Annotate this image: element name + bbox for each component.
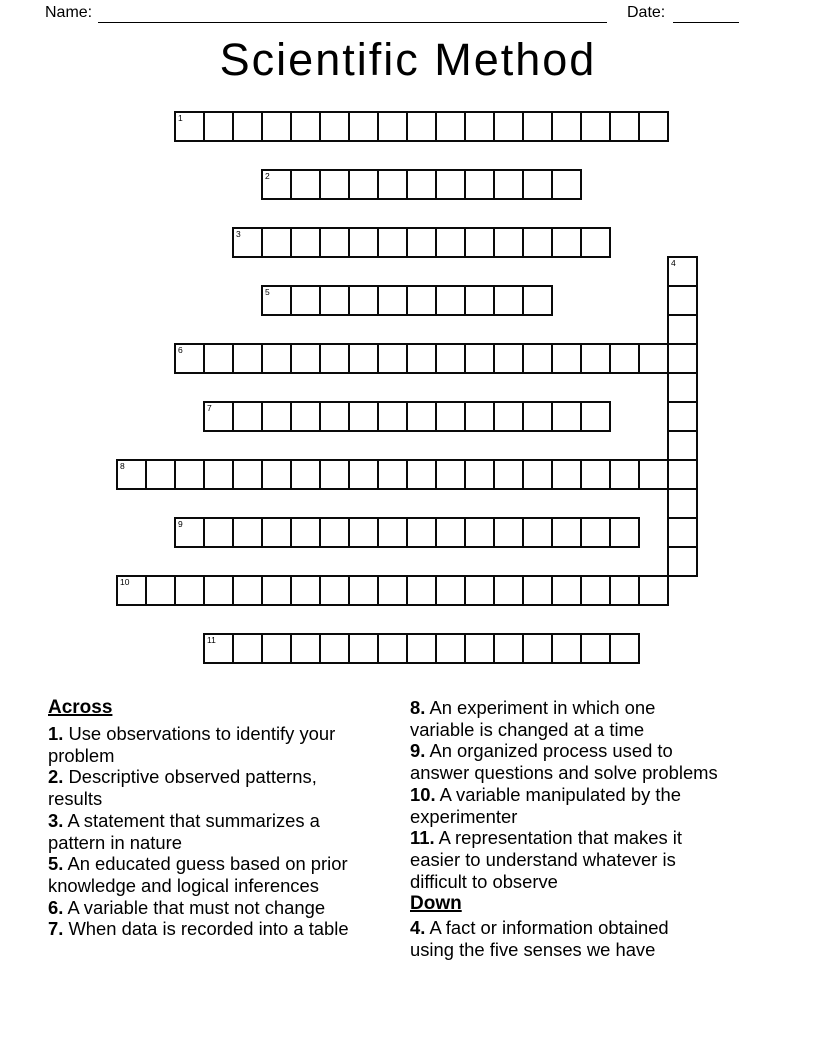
clue-6: 6. A variable that must not change bbox=[48, 896, 326, 918]
grid-cell[interactable] bbox=[435, 343, 466, 374]
grid-cell[interactable] bbox=[667, 430, 698, 461]
grid-cell[interactable] bbox=[261, 401, 292, 432]
grid-cell[interactable] bbox=[290, 633, 321, 664]
clue-number: 5. bbox=[48, 853, 64, 875]
grid-cell[interactable] bbox=[232, 111, 263, 142]
grid-cell[interactable] bbox=[609, 459, 640, 490]
grid-cell[interactable] bbox=[348, 575, 379, 606]
grid-cell[interactable] bbox=[290, 343, 321, 374]
grid-cell[interactable] bbox=[522, 459, 553, 490]
grid-cell[interactable] bbox=[406, 111, 437, 142]
grid-cell[interactable] bbox=[377, 459, 408, 490]
grid-cell[interactable] bbox=[290, 575, 321, 606]
grid-cell[interactable] bbox=[464, 401, 495, 432]
grid-cell[interactable] bbox=[406, 169, 437, 200]
grid-cell[interactable] bbox=[580, 227, 611, 258]
clue-number: 10. bbox=[410, 783, 436, 805]
down-heading: Down bbox=[410, 893, 462, 915]
grid-cell[interactable] bbox=[203, 459, 234, 490]
grid-cell[interactable] bbox=[580, 517, 611, 548]
grid-cell[interactable] bbox=[493, 285, 524, 316]
clue-number: 11. bbox=[410, 827, 435, 849]
clue-4: 4. A fact or information obtained using the five senses we have bbox=[410, 917, 669, 961]
clue-number: 6. bbox=[48, 896, 64, 918]
grid-cell[interactable] bbox=[319, 343, 350, 374]
cell-number: 11 bbox=[207, 635, 216, 645]
clue-number: 7. bbox=[48, 918, 64, 940]
grid-cell[interactable] bbox=[638, 111, 669, 142]
grid-cell[interactable] bbox=[406, 401, 437, 432]
grid-cell[interactable] bbox=[261, 111, 292, 142]
grid-cell[interactable] bbox=[348, 401, 379, 432]
grid-cell[interactable] bbox=[464, 575, 495, 606]
grid-cell[interactable] bbox=[551, 343, 582, 374]
grid-cell[interactable] bbox=[348, 459, 379, 490]
word-8-across bbox=[116, 459, 698, 490]
cell-number: 2 bbox=[265, 171, 270, 181]
name-label: Name: bbox=[45, 4, 93, 21]
clue-number: 3. bbox=[48, 809, 64, 831]
word-4-down bbox=[667, 256, 698, 577]
grid-cell[interactable] bbox=[203, 517, 234, 548]
grid-cell[interactable] bbox=[319, 169, 350, 200]
grid-cell[interactable] bbox=[609, 517, 640, 548]
grid-cell[interactable] bbox=[406, 575, 437, 606]
grid-cell[interactable] bbox=[232, 633, 263, 664]
grid-cell[interactable] bbox=[232, 401, 263, 432]
word-2-across bbox=[261, 169, 582, 200]
grid-cell[interactable] bbox=[319, 575, 350, 606]
grid-cell[interactable] bbox=[580, 401, 611, 432]
grid-cell[interactable] bbox=[261, 169, 292, 200]
grid-cell[interactable] bbox=[667, 314, 698, 345]
grid-cell[interactable] bbox=[551, 517, 582, 548]
grid-cell[interactable] bbox=[261, 517, 292, 548]
grid-cell[interactable] bbox=[667, 459, 698, 490]
grid-cell[interactable] bbox=[261, 459, 292, 490]
clue-9: 9. An organized process used to answer questions and solve problems bbox=[410, 740, 718, 784]
clue-column bbox=[410, 697, 774, 961]
grid-cell[interactable] bbox=[638, 575, 669, 606]
grid-cell[interactable] bbox=[406, 517, 437, 548]
grid-cell[interactable] bbox=[348, 633, 379, 664]
cell-number: 1 bbox=[178, 113, 183, 123]
grid-cell[interactable] bbox=[464, 459, 495, 490]
cell-number: 5 bbox=[265, 287, 270, 297]
grid-cell[interactable] bbox=[580, 575, 611, 606]
clue-10: 10. A variable manipulated by the experimenter bbox=[410, 783, 681, 827]
across-heading: Across bbox=[48, 697, 113, 718]
cell-number: 10 bbox=[120, 577, 130, 587]
grid-cell[interactable] bbox=[522, 633, 553, 664]
grid-cell[interactable] bbox=[290, 459, 321, 490]
grid-cell[interactable] bbox=[638, 343, 669, 374]
grid-cell[interactable] bbox=[203, 401, 234, 432]
grid-cell[interactable] bbox=[174, 343, 205, 374]
grid-cell[interactable] bbox=[551, 401, 582, 432]
word-10-across bbox=[116, 575, 669, 606]
grid-cell[interactable] bbox=[551, 633, 582, 664]
grid-cell[interactable] bbox=[319, 285, 350, 316]
grid-cell[interactable] bbox=[522, 517, 553, 548]
grid-cell[interactable] bbox=[174, 111, 205, 142]
grid-cell[interactable] bbox=[348, 343, 379, 374]
grid-cell[interactable] bbox=[319, 517, 350, 548]
cell-number: 6 bbox=[178, 345, 183, 355]
grid-cell[interactable] bbox=[464, 227, 495, 258]
clue-5: 5. An educated guess based on prior knowledge and logical inferences bbox=[48, 853, 348, 896]
grid-cell[interactable] bbox=[435, 285, 466, 316]
grid-cell[interactable] bbox=[667, 285, 698, 316]
grid-cell[interactable] bbox=[580, 633, 611, 664]
grid-cell[interactable] bbox=[377, 517, 408, 548]
cell-number: 3 bbox=[236, 229, 241, 239]
grid-cell[interactable] bbox=[464, 633, 495, 664]
grid-cell[interactable] bbox=[435, 227, 466, 258]
grid-cell[interactable] bbox=[377, 633, 408, 664]
clue-number: 8. bbox=[410, 697, 426, 718]
grid-cell[interactable] bbox=[493, 111, 524, 142]
grid-cell[interactable] bbox=[493, 575, 524, 606]
grid-cell[interactable] bbox=[667, 372, 698, 403]
grid-cell[interactable] bbox=[493, 401, 524, 432]
grid-cell[interactable] bbox=[348, 517, 379, 548]
grid-cell[interactable] bbox=[580, 459, 611, 490]
word-11-across bbox=[203, 633, 640, 664]
grid-cell[interactable] bbox=[377, 343, 408, 374]
grid-cell[interactable] bbox=[319, 227, 350, 258]
cell-number: 4 bbox=[671, 258, 676, 268]
grid-cell[interactable] bbox=[319, 111, 350, 142]
word-1-across bbox=[174, 111, 669, 142]
grid-cell[interactable] bbox=[348, 227, 379, 258]
grid-cell[interactable] bbox=[667, 401, 698, 432]
word-9-across bbox=[174, 517, 640, 548]
grid-cell[interactable] bbox=[667, 517, 698, 548]
grid-cell[interactable] bbox=[290, 111, 321, 142]
grid-cell[interactable] bbox=[580, 343, 611, 374]
grid-cell[interactable] bbox=[609, 111, 640, 142]
grid-cell[interactable] bbox=[406, 633, 437, 664]
word-7-across bbox=[203, 401, 611, 432]
grid-cell[interactable] bbox=[232, 343, 263, 374]
grid-cell[interactable] bbox=[551, 227, 582, 258]
clue-2: 2. Descriptive observed patterns, results bbox=[48, 766, 317, 810]
grid-cell[interactable] bbox=[493, 343, 524, 374]
grid-cell[interactable] bbox=[638, 459, 669, 490]
grid-cell[interactable] bbox=[348, 285, 379, 316]
grid-cell[interactable] bbox=[203, 575, 234, 606]
grid-cell[interactable] bbox=[522, 285, 553, 316]
word-5-across bbox=[261, 285, 553, 316]
grid-cell[interactable] bbox=[290, 285, 321, 316]
grid-cell[interactable] bbox=[203, 111, 234, 142]
grid-cell[interactable] bbox=[493, 227, 524, 258]
grid-cell[interactable] bbox=[464, 169, 495, 200]
grid-cell[interactable] bbox=[435, 111, 466, 142]
grid-cell[interactable] bbox=[261, 575, 292, 606]
cell-number: 7 bbox=[207, 403, 212, 413]
grid-cell[interactable] bbox=[319, 459, 350, 490]
grid-cell[interactable] bbox=[232, 517, 263, 548]
grid-cell[interactable] bbox=[667, 343, 698, 374]
grid-cell[interactable] bbox=[290, 401, 321, 432]
grid-cell[interactable] bbox=[522, 169, 553, 200]
grid-cell[interactable] bbox=[290, 169, 321, 200]
grid-cell[interactable] bbox=[667, 256, 698, 287]
grid-cell[interactable] bbox=[522, 575, 553, 606]
grid-cell[interactable] bbox=[232, 459, 263, 490]
grid-cell[interactable] bbox=[580, 111, 611, 142]
grid-cell[interactable] bbox=[319, 401, 350, 432]
clue-1: 1. Use observations to identify your problem bbox=[48, 723, 336, 766]
grid-cell[interactable] bbox=[406, 459, 437, 490]
grid-cell[interactable] bbox=[435, 517, 466, 548]
grid-cell[interactable] bbox=[609, 633, 640, 664]
grid-cell[interactable] bbox=[551, 169, 582, 200]
cell-number: 8 bbox=[120, 461, 125, 471]
grid-cell[interactable] bbox=[464, 343, 495, 374]
clue-8: 8. An experiment in which one variable is changed at a time bbox=[410, 697, 656, 740]
grid-cell[interactable] bbox=[406, 227, 437, 258]
grid-cell[interactable] bbox=[493, 633, 524, 664]
grid-cell[interactable] bbox=[232, 575, 263, 606]
grid-cell[interactable] bbox=[609, 575, 640, 606]
grid-cell[interactable] bbox=[435, 459, 466, 490]
grid-cell[interactable] bbox=[377, 401, 408, 432]
grid-cell[interactable] bbox=[435, 401, 466, 432]
grid-cell[interactable] bbox=[174, 517, 205, 548]
grid-cell[interactable] bbox=[435, 169, 466, 200]
clue-7: 7. When data is recorded into a table bbox=[48, 918, 349, 940]
clue-number: 2. bbox=[48, 766, 64, 788]
grid-cell[interactable] bbox=[261, 633, 292, 664]
grid-cell[interactable] bbox=[203, 343, 234, 374]
grid-cell[interactable] bbox=[406, 343, 437, 374]
grid-cell[interactable] bbox=[116, 459, 147, 490]
grid-cell[interactable] bbox=[145, 459, 176, 490]
grid-cell[interactable] bbox=[464, 111, 495, 142]
word-3-across bbox=[232, 227, 611, 258]
date-label: Date: bbox=[627, 4, 666, 21]
grid-cell[interactable] bbox=[464, 285, 495, 316]
grid-cell[interactable] bbox=[377, 111, 408, 142]
word-6-across bbox=[174, 343, 698, 374]
grid-cell[interactable] bbox=[261, 343, 292, 374]
grid-cell[interactable] bbox=[551, 575, 582, 606]
clue-3: 3. A statement that summarizes a pattern in nature bbox=[48, 809, 320, 853]
grid-cell[interactable] bbox=[667, 546, 698, 577]
grid-cell[interactable] bbox=[319, 633, 350, 664]
clue-column bbox=[48, 697, 412, 940]
grid-cell[interactable] bbox=[406, 285, 437, 316]
grid-cell[interactable] bbox=[551, 111, 582, 142]
grid-cell[interactable] bbox=[203, 633, 234, 664]
grid-cell[interactable] bbox=[377, 575, 408, 606]
clue-number: 4. bbox=[410, 917, 426, 939]
grid-cell[interactable] bbox=[116, 575, 147, 606]
clue-number: 1. bbox=[48, 723, 64, 744]
clue-11: 11. A representation that makes it easier to understand whatever is difficult to observe bbox=[410, 827, 682, 892]
clue-number: 9. bbox=[410, 740, 426, 762]
grid-cell[interactable] bbox=[348, 169, 379, 200]
grid-cell[interactable] bbox=[609, 343, 640, 374]
grid-cell[interactable] bbox=[348, 111, 379, 142]
grid-cell[interactable] bbox=[377, 285, 408, 316]
grid-cell[interactable] bbox=[290, 227, 321, 258]
cell-number: 9 bbox=[178, 519, 183, 529]
grid-cell[interactable] bbox=[261, 285, 292, 316]
grid-cell[interactable] bbox=[435, 633, 466, 664]
grid-cell[interactable] bbox=[377, 169, 408, 200]
grid-cell[interactable] bbox=[290, 517, 321, 548]
grid-cell[interactable] bbox=[174, 459, 205, 490]
page-title: Scientific Method bbox=[219, 34, 597, 85]
grid-cell[interactable] bbox=[435, 575, 466, 606]
grid-cell[interactable] bbox=[261, 227, 292, 258]
grid-cell[interactable] bbox=[522, 343, 553, 374]
grid-cell[interactable] bbox=[667, 488, 698, 519]
grid-cell[interactable] bbox=[551, 459, 582, 490]
grid-cell[interactable] bbox=[522, 227, 553, 258]
grid-cell[interactable] bbox=[464, 517, 495, 548]
grid-cell[interactable] bbox=[377, 227, 408, 258]
grid-cell[interactable] bbox=[522, 111, 553, 142]
grid-cell[interactable] bbox=[174, 575, 205, 606]
grid-cell[interactable] bbox=[232, 227, 263, 258]
grid-cell[interactable] bbox=[145, 575, 176, 606]
grid-cell[interactable] bbox=[522, 401, 553, 432]
grid-cell[interactable] bbox=[493, 459, 524, 490]
grid-cell[interactable] bbox=[493, 517, 524, 548]
grid-cell[interactable] bbox=[493, 169, 524, 200]
